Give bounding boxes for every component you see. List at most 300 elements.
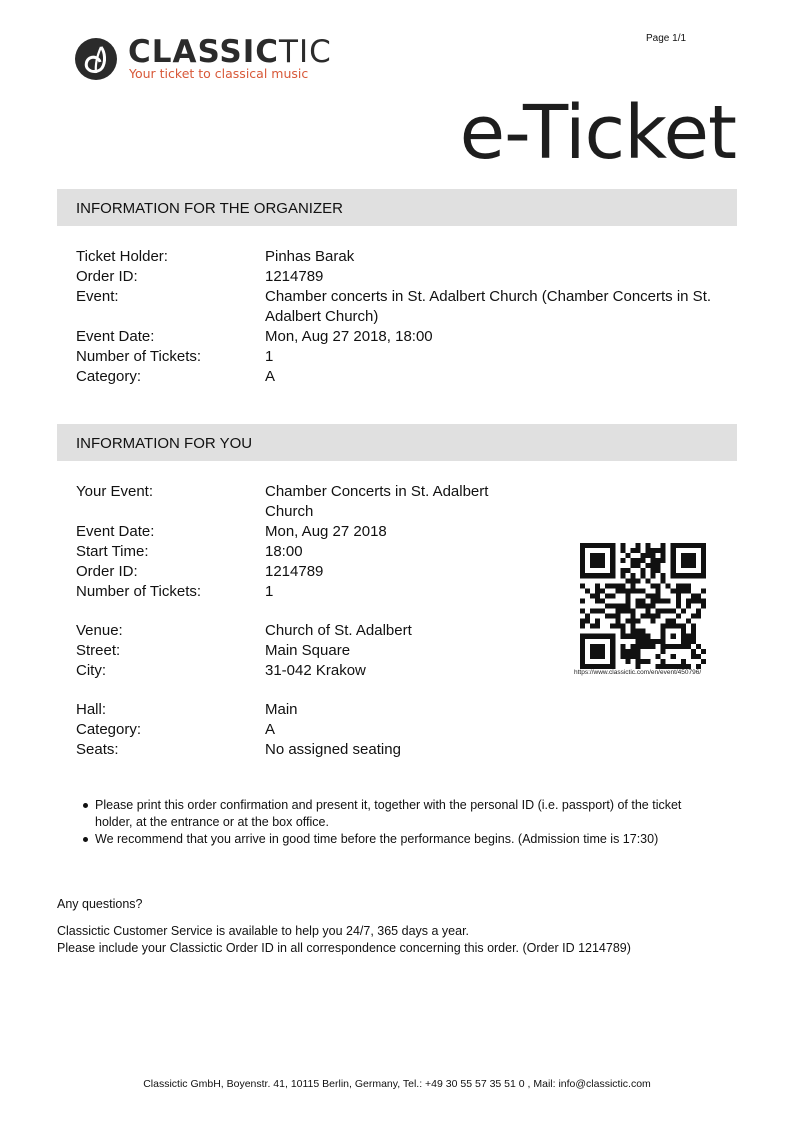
qr-module — [620, 603, 625, 608]
info-label: City: — [76, 662, 106, 679]
qr-module — [605, 603, 610, 608]
qr-module — [646, 548, 651, 553]
info-row-event-date — [76, 522, 546, 542]
qr-module — [585, 619, 590, 624]
qr-module — [671, 553, 676, 558]
info-value: 1 — [265, 583, 274, 600]
qr-module — [681, 659, 686, 664]
qr-module — [630, 573, 635, 578]
qr-module — [635, 558, 640, 563]
info-label: Hall: — [76, 701, 107, 718]
qr-module — [671, 609, 676, 614]
qr-module — [580, 563, 585, 568]
qr-module — [681, 558, 686, 563]
qr-module — [590, 543, 595, 548]
qr-code-url: https://www.classictic.com/en/event/450796/ — [574, 669, 702, 676]
qr-module — [620, 644, 625, 649]
info-row-category — [76, 367, 736, 387]
instruction-item: Please print this order confirmation and present it, together with the personal ID (i.e. passport) of the ticket holder, at the entrance or at the box office. — [80, 797, 720, 830]
qr-module — [610, 553, 615, 558]
qr-module — [696, 654, 701, 659]
qr-module — [600, 644, 605, 649]
qr-module — [625, 619, 630, 624]
qr-module — [635, 598, 640, 603]
document-title: e-Ticket — [459, 90, 736, 176]
qr-module — [600, 609, 605, 614]
qr-module — [600, 588, 605, 593]
qr-module — [661, 649, 666, 654]
qr-module — [661, 573, 666, 578]
info-value: Mon, Aug 27 2018, 18:00 — [265, 328, 433, 345]
qr-module — [635, 563, 640, 568]
qr-module — [686, 634, 691, 639]
qr-module — [625, 598, 630, 603]
qr-module — [625, 588, 630, 593]
qr-module — [620, 583, 625, 588]
info-label: Start Time: — [76, 543, 149, 560]
qr-module — [590, 649, 595, 654]
qr-module — [666, 598, 671, 603]
qr-module — [651, 568, 656, 573]
qr-module — [610, 634, 615, 639]
qr-module — [640, 614, 645, 619]
info-value: No assigned seating — [265, 741, 401, 758]
qr-module — [686, 619, 691, 624]
info-row-ticket-holder — [76, 247, 736, 267]
qr-module — [620, 548, 625, 553]
qr-module — [620, 573, 625, 578]
qr-module — [600, 558, 605, 563]
qr-module — [610, 659, 615, 664]
qr-module — [635, 629, 640, 634]
qr-module — [620, 629, 625, 634]
qr-module — [580, 654, 585, 659]
qr-module — [595, 558, 600, 563]
qr-module — [661, 578, 666, 583]
qr-module — [681, 634, 686, 639]
qr-module — [620, 634, 625, 639]
qr-module — [691, 558, 696, 563]
qr-module — [656, 563, 661, 568]
qr-module — [605, 573, 610, 578]
qr-module — [671, 558, 676, 563]
qr-module — [585, 614, 590, 619]
qr-module — [635, 588, 640, 593]
qr-module — [681, 639, 686, 644]
qr-module — [590, 573, 595, 578]
qr-module — [701, 603, 706, 608]
qr-module — [630, 563, 635, 568]
qr-module — [620, 609, 625, 614]
qr-module — [691, 629, 696, 634]
qr-module — [651, 619, 656, 624]
qr-module — [676, 583, 681, 588]
qr-module — [625, 578, 630, 583]
qr-module — [661, 543, 666, 548]
qr-module — [640, 588, 645, 593]
info-label: Event Date: — [76, 523, 155, 540]
qr-module — [676, 624, 681, 629]
qr-module — [580, 553, 585, 558]
qr-module — [600, 573, 605, 578]
info-value: 1214789 — [265, 268, 324, 285]
qr-module — [646, 578, 651, 583]
qr-module — [580, 649, 585, 654]
qr-module — [646, 609, 651, 614]
qr-module — [595, 543, 600, 548]
qr-module — [580, 639, 585, 644]
customer-seating-info — [76, 700, 546, 760]
qr-module — [625, 659, 630, 664]
info-row-event — [76, 287, 736, 327]
qr-module — [600, 654, 605, 659]
qr-module — [651, 644, 656, 649]
qr-module — [630, 614, 635, 619]
qr-module — [580, 558, 585, 563]
brand-name-part1: CLASSIC — [128, 34, 280, 70]
qr-module — [620, 649, 625, 654]
info-value: Mon, Aug 27 2018 — [265, 523, 387, 540]
qr-module — [701, 649, 706, 654]
qr-module — [696, 573, 701, 578]
qr-module — [635, 543, 640, 548]
qr-module — [590, 593, 595, 598]
qr-module — [691, 624, 696, 629]
qr-module — [681, 644, 686, 649]
qr-module — [630, 644, 635, 649]
qr-module — [585, 543, 590, 548]
footer-company-info: Classictic GmbH, Boyenstr. 41, 10115 Berlin, Germany, Tel.: +49 30 55 57 35 51 0 , Mail: info@classictic.com — [143, 1078, 651, 1090]
qr-module — [600, 553, 605, 558]
qr-module — [625, 603, 630, 608]
info-row-order-id — [76, 267, 736, 287]
qr-module — [666, 583, 671, 588]
qr-module — [580, 644, 585, 649]
qr-module — [651, 603, 656, 608]
qr-module — [635, 649, 640, 654]
qr-module — [671, 548, 676, 553]
qr-module — [661, 609, 666, 614]
page-number: Page 1/1 — [646, 33, 687, 44]
info-label: Venue: — [76, 622, 123, 639]
qr-module — [630, 583, 635, 588]
qr-module — [661, 624, 666, 629]
qr-module — [686, 598, 691, 603]
qr-module — [661, 558, 666, 563]
qr-module — [686, 583, 691, 588]
qr-module — [676, 614, 681, 619]
instruction-item: We recommend that you arrive in good time before the performance begins. (Admission time is 17:30) — [80, 831, 720, 848]
qr-module — [656, 654, 661, 659]
qr-module — [656, 568, 661, 573]
brand-name — [128, 34, 332, 70]
qr-module — [691, 593, 696, 598]
qr-module — [671, 543, 676, 548]
qr-module — [620, 568, 625, 573]
info-row-your-event — [76, 482, 546, 522]
info-label: Street: — [76, 642, 121, 659]
qr-module — [661, 548, 666, 553]
info-label: Order ID: — [76, 268, 138, 285]
qr-module — [686, 558, 691, 563]
qr-module — [681, 629, 686, 634]
questions-heading: Any questions? — [57, 897, 143, 911]
qr-module — [701, 588, 706, 593]
qr-module — [671, 588, 676, 593]
qr-module — [681, 609, 686, 614]
qr-module — [666, 624, 671, 629]
qr-module — [701, 563, 706, 568]
qr-module — [625, 593, 630, 598]
qr-module — [625, 568, 630, 573]
qr-module — [686, 588, 691, 593]
info-label: Your Event: — [76, 483, 153, 500]
brand-tagline: Your ticket to classical music — [129, 66, 309, 81]
qr-module — [661, 598, 666, 603]
organizer-info — [76, 247, 736, 387]
qr-module — [656, 614, 661, 619]
qr-module — [646, 639, 651, 644]
qr-module — [691, 614, 696, 619]
qr-module — [620, 624, 625, 629]
qr-code — [580, 543, 706, 669]
qr-module — [635, 644, 640, 649]
qr-module — [595, 573, 600, 578]
qr-module — [610, 583, 615, 588]
qr-module — [585, 588, 590, 593]
qr-module — [691, 649, 696, 654]
qr-module — [615, 624, 620, 629]
qr-module — [635, 634, 640, 639]
qr-module — [630, 588, 635, 593]
qr-module — [676, 593, 681, 598]
info-label: Category: — [76, 721, 142, 738]
qr-module — [630, 629, 635, 634]
qr-module — [605, 634, 610, 639]
info-value: Pinhas Barak — [265, 248, 355, 265]
info-label: Event Date: — [76, 328, 155, 345]
qr-module — [610, 563, 615, 568]
qr-module — [595, 619, 600, 624]
info-label: Ticket Holder: — [76, 248, 168, 265]
info-row-number-of-tickets — [76, 582, 546, 602]
qr-module — [701, 543, 706, 548]
qr-module — [651, 563, 656, 568]
qr-module — [590, 609, 595, 614]
qr-module — [691, 639, 696, 644]
qr-module — [676, 588, 681, 593]
qr-module — [600, 543, 605, 548]
info-label: Number of Tickets: — [76, 583, 202, 600]
qr-module — [600, 649, 605, 654]
qr-module — [610, 593, 615, 598]
qr-module — [630, 578, 635, 583]
qr-module — [640, 659, 645, 664]
brand-name-part2: TIC — [279, 34, 332, 70]
qr-module — [701, 568, 706, 573]
qr-module — [620, 558, 625, 563]
customer-event-info — [76, 482, 546, 602]
qr-module — [630, 649, 635, 654]
qr-module — [701, 659, 706, 664]
qr-module — [671, 644, 676, 649]
qr-module — [681, 563, 686, 568]
qr-module — [625, 553, 630, 558]
qr-module — [580, 609, 585, 614]
qr-module — [686, 553, 691, 558]
qr-module — [635, 548, 640, 553]
qr-module — [625, 649, 630, 654]
info-row-street — [76, 641, 546, 661]
qr-module — [646, 603, 651, 608]
qr-module — [635, 619, 640, 624]
qr-module — [605, 543, 610, 548]
qr-module — [615, 583, 620, 588]
qr-module — [661, 634, 666, 639]
qr-module — [640, 634, 645, 639]
info-value: 18:00 — [265, 543, 303, 560]
info-row-hall — [76, 700, 546, 720]
qr-module — [640, 644, 645, 649]
qr-module — [595, 588, 600, 593]
qr-module — [615, 603, 620, 608]
info-row-category — [76, 720, 546, 740]
info-value: Chamber Concerts in St. Adalbert Church — [265, 483, 489, 520]
qr-module — [671, 619, 676, 624]
info-value: Main Square — [265, 642, 351, 659]
qr-module — [651, 558, 656, 563]
qr-module — [696, 609, 701, 614]
qr-module — [701, 548, 706, 553]
qr-module — [625, 654, 630, 659]
info-row-number-of-tickets — [76, 347, 736, 367]
info-label: Number of Tickets: — [76, 348, 202, 365]
organizer-section-header — [57, 189, 737, 226]
qr-module — [651, 548, 656, 553]
qr-module — [666, 619, 671, 624]
customer-section-title: INFORMATION FOR YOU — [76, 435, 253, 452]
info-row-event-date — [76, 327, 736, 347]
qr-module — [610, 639, 615, 644]
qr-module — [691, 573, 696, 578]
qr-module — [585, 634, 590, 639]
info-label: Category: — [76, 368, 142, 385]
qr-module — [610, 558, 615, 563]
qr-module — [630, 558, 635, 563]
info-label: Event: — [76, 288, 119, 305]
qr-module — [635, 654, 640, 659]
qr-module — [671, 654, 676, 659]
qr-module — [600, 598, 605, 603]
qr-module — [620, 588, 625, 593]
customer-venue-info — [76, 621, 546, 681]
qr-module — [580, 598, 585, 603]
qr-module — [595, 563, 600, 568]
qr-module — [651, 573, 656, 578]
organizer-section-title: INFORMATION FOR THE ORGANIZER — [76, 200, 343, 217]
info-value: 1 — [265, 348, 274, 365]
info-row-seats — [76, 740, 546, 760]
qr-module — [681, 588, 686, 593]
qr-module — [580, 624, 585, 629]
qr-module — [671, 573, 676, 578]
qr-module — [661, 644, 666, 649]
qr-module — [605, 614, 610, 619]
qr-module — [686, 644, 691, 649]
qr-module — [651, 639, 656, 644]
qr-module — [640, 558, 645, 563]
qr-module — [646, 553, 651, 558]
qr-module — [640, 568, 645, 573]
qr-module — [640, 598, 645, 603]
info-value: 1214789 — [265, 563, 324, 580]
qr-module — [646, 543, 651, 548]
qr-module — [681, 553, 686, 558]
qr-module — [646, 634, 651, 639]
qr-module — [696, 593, 701, 598]
qr-module — [640, 639, 645, 644]
qr-module — [701, 553, 706, 558]
qr-module — [605, 593, 610, 598]
info-value: A — [265, 368, 276, 385]
service-line: Classictic Customer Service is available to help you 24/7, 365 days a year. — [57, 924, 470, 938]
qr-module — [681, 624, 686, 629]
qr-module — [635, 659, 640, 664]
qr-module — [630, 624, 635, 629]
service-line: Please include your Classictic Order ID in all correspondence concerning this order. (Order ID 1214789) — [57, 940, 631, 955]
qr-module — [696, 614, 701, 619]
qr-module — [595, 654, 600, 659]
qr-module — [595, 598, 600, 603]
qr-module — [656, 583, 661, 588]
qr-module — [671, 563, 676, 568]
qr-module — [686, 603, 691, 608]
qr-module — [605, 583, 610, 588]
customer-service-info — [57, 923, 631, 956]
info-value: A — [265, 721, 276, 738]
qr-module — [635, 603, 640, 608]
qr-module — [590, 634, 595, 639]
qr-module — [595, 553, 600, 558]
customer-section-header — [57, 424, 737, 461]
qr-module — [615, 588, 620, 593]
qr-module — [686, 563, 691, 568]
info-value: Main — [265, 701, 298, 718]
qr-module — [646, 593, 651, 598]
qr-module — [701, 573, 706, 578]
qr-module — [620, 543, 625, 548]
qr-module — [696, 644, 701, 649]
qr-module — [580, 548, 585, 553]
qr-module — [676, 603, 681, 608]
qr-module — [640, 553, 645, 558]
qr-module — [681, 543, 686, 548]
qr-module — [590, 558, 595, 563]
info-label: Order ID: — [76, 563, 138, 580]
qr-module — [656, 639, 661, 644]
qr-module — [610, 573, 615, 578]
qr-module — [600, 634, 605, 639]
qr-module — [661, 553, 666, 558]
info-value: 31-042 Krakow — [265, 662, 366, 679]
qr-module — [600, 563, 605, 568]
qr-module — [595, 609, 600, 614]
qr-module — [671, 634, 676, 639]
qr-module — [640, 573, 645, 578]
qr-module — [661, 659, 666, 664]
qr-module — [671, 568, 676, 573]
info-row-start-time — [76, 542, 546, 562]
